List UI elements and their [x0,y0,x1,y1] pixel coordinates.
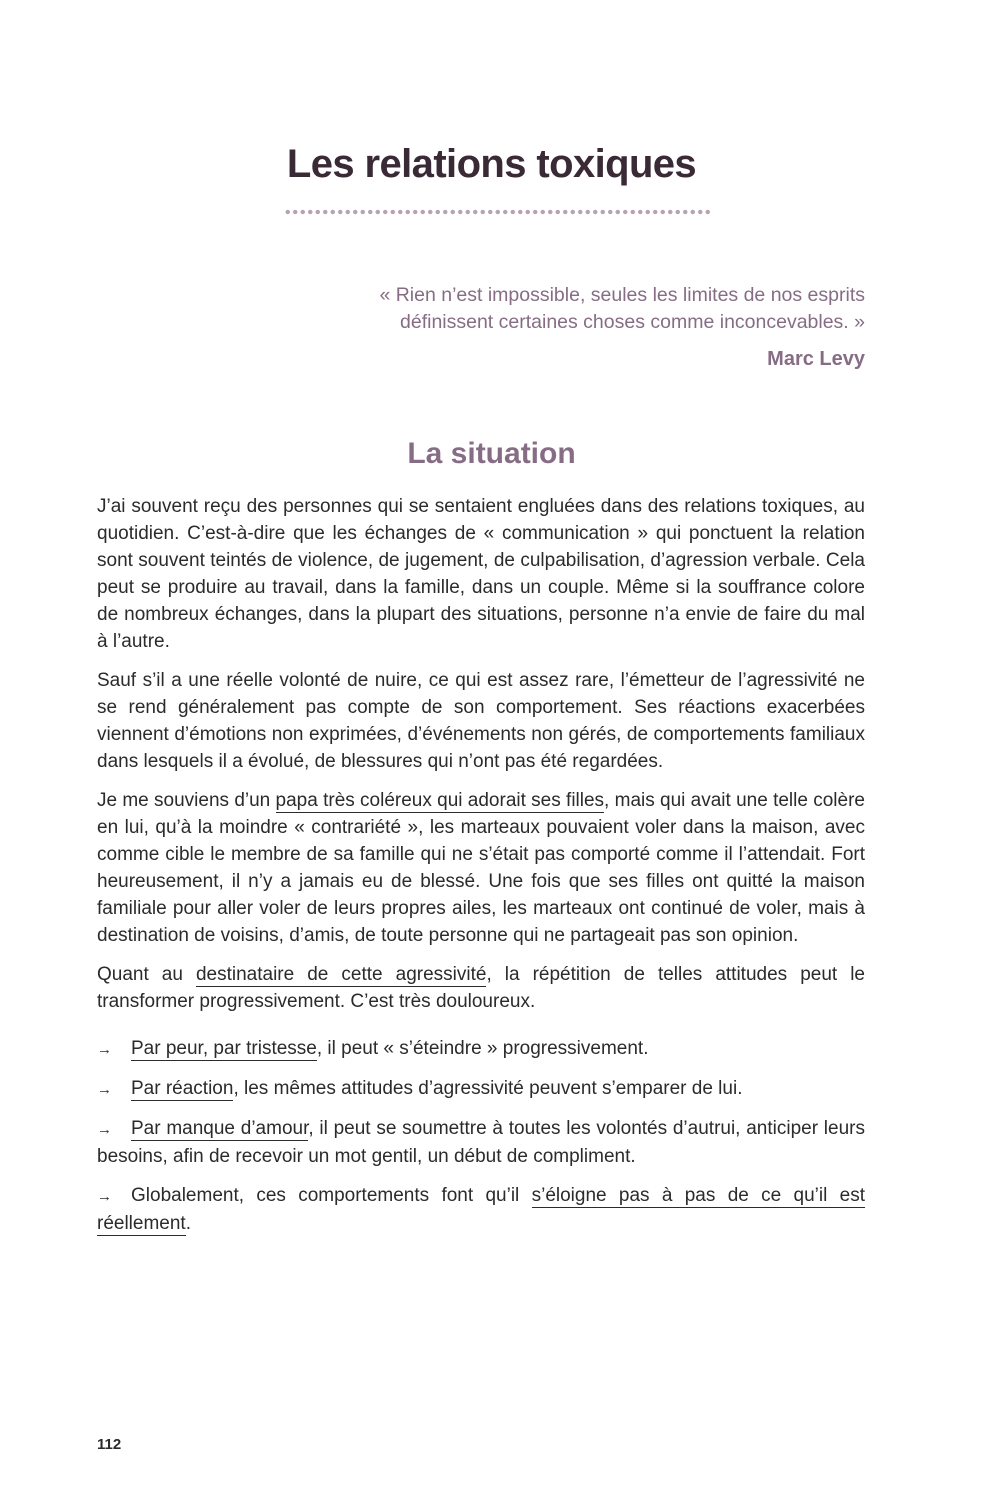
bullet-4-end: . [185,1213,191,1234]
bullet-2-text: , les mêmes attitudes d’agressivité peuvent s’emparer de lui. [233,1078,743,1099]
underlined-phrase: Par réaction [131,1078,234,1099]
underlined-phrase: papa très coléreux qui adorait ses filles [275,790,605,811]
bullet-1 [97,1035,865,1063]
arrow-icon: → [97,1121,112,1138]
body-text [97,493,865,1249]
paragraph-3-end: , mais qui avait une telle colère en lui, qu’à la moindre « contrariété », les marteaux pouvaient voler dans la maison, avec comme cible le membre de sa famille qui ne s’était pas comporté comme il l’attendait. Fort heureusement, il n’y a jamais eu de blessé. Une fois que ses filles ont quitté la maison familiale pour aller voler de leurs propres ailes, les marteaux ont continué de voler, mais à destination de voisins, d’amis, de toute personne qui ne partageait pas son opinion. [97,790,865,946]
paragraph-4-start: Quant au [97,964,196,985]
underlined-phrase: Par peur, par tristesse [131,1038,317,1059]
arrow-icon: → [97,1041,112,1058]
underlined-phrase: Par manque d’amour [131,1118,309,1139]
paragraph-3-start: Je me souviens d’un [97,790,276,811]
paragraph-3 [97,787,865,949]
page-number: 112 [97,1436,122,1453]
bullet-3-text: , il peut se soumettre à toutes les volontés d’autrui, anticiper leurs besoins, afin de recevoir un mot gentil, un début de compliment. [97,1118,865,1167]
underlined-phrase: s’éloigne pas à pas de ce qu’il est réellement [97,1185,865,1234]
epigraph-author: Marc Levy [767,348,865,370]
epigraph-line-1: « Rien n’est impossible, seules les limites de nos esprits [379,284,865,306]
arrow-icon: → [97,1188,112,1205]
underlined-phrase: destinataire de cette agressivité [195,964,487,985]
paragraph-4 [97,961,865,1015]
bullet-2 [97,1075,865,1103]
bullet-1-text: , il peut « s’éteindre » progressivement. [316,1038,649,1059]
dotted-divider [284,207,712,217]
bullet-4 [97,1182,865,1237]
paragraph-1: J’ai souvent reçu des personnes qui se sentaient engluées dans des relations toxiques, au quotidien. C’est-à-dire que les échanges de « communication » qui ponctuent la relation sont souvent teintés de violence, de jugement, de culpabilisation, d’agression verbale. Cela peut se produire au travail, dans la famille, dans un couple. Même si la souffrance colore de nombreux échanges, dans la plupart des situations, personne n’a envie de faire du mal à l’autre. [97,496,865,652]
epigraph-line-2: définissent certaines choses comme inconcevables. » [400,311,865,333]
bullet-3 [97,1115,865,1170]
epigraph-quote [265,282,865,336]
paragraph-4-end: , la répétition de telles attitudes peut le transformer progressivement. C’est très douloureux. [97,964,866,1012]
chapter-title: Les relations toxiques [286,142,697,186]
bullet-4-start: Globalement, ces comportements font qu’il [131,1185,532,1206]
arrow-icon: → [97,1081,112,1098]
paragraph-2: Sauf s’il a une réelle volonté de nuire, ce qui est assez rare, l’émetteur de l’agressivité ne se rend généralement pas compte de son comportement. Ses réactions exacerbées viennent d’émotions non exprimées, d’événements non gérés, de comportements familiaux dans lesquels il a évolué, de blessures qui n’ont pas été regardées. [97,670,865,772]
section-heading: La situation [407,437,576,470]
